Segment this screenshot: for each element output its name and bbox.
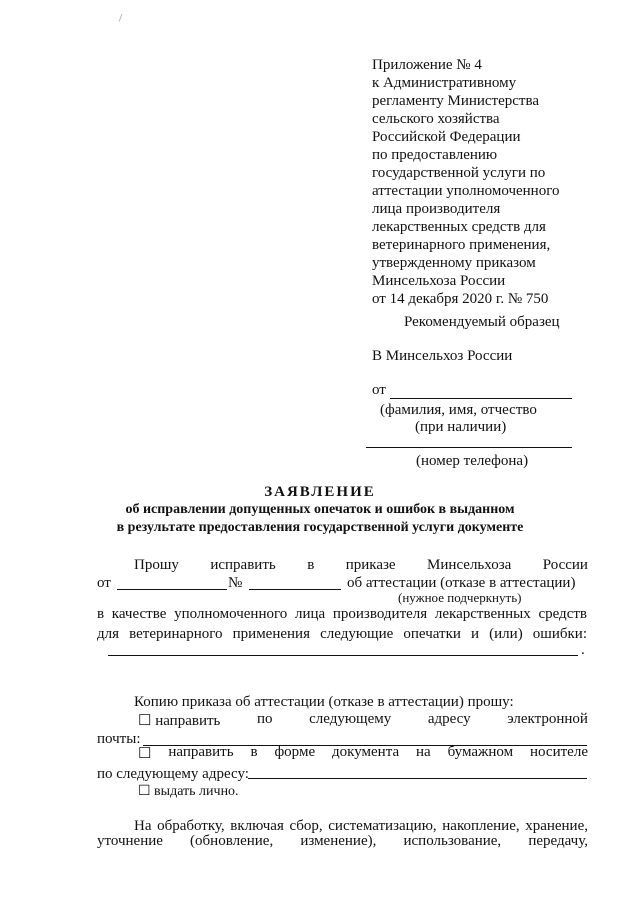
consent-line-1: На обработку, включая сбор, систематизацию, накопление, хранение, [134, 818, 588, 834]
scan-mark [119, 14, 124, 22]
appendix-line: Приложение № 4 [372, 57, 482, 73]
number-sign: № [228, 575, 243, 591]
consent-line-2 [97, 833, 588, 850]
email-label: почты: [97, 731, 141, 747]
option-in-person[interactable]: ☐ выдать лично. [138, 784, 239, 799]
word: Минсельхоза [427, 557, 512, 573]
appendix-line: сельского хозяйства [372, 111, 500, 127]
word: (обновление, [190, 833, 274, 849]
document-title: ЗАЯВЛЕНИЕ [264, 484, 376, 500]
from-label: от [372, 382, 386, 398]
option-email[interactable] [138, 711, 588, 730]
underline-hint: (нужное подчеркнуть) [398, 590, 522, 605]
address-line[interactable] [248, 778, 587, 779]
word: ☐ [138, 746, 152, 762]
word: использование, [403, 833, 502, 849]
paragraph-line-2: для ветеринарного применения следующие опечатки и (или) ошибки: [97, 626, 587, 642]
copy-request: Копию приказа об аттестации (отказе в аттестации) прошу: [134, 694, 514, 710]
word: по [256, 711, 273, 727]
appendix-line: от 14 декабря 2020 г. № 750 [372, 291, 549, 307]
appendix-line: к Административному [372, 75, 517, 91]
word: уточнение [97, 833, 163, 849]
appendix-line: лица производителя [372, 201, 501, 217]
word: направить [168, 744, 234, 760]
address-label: по следующему адресу: [97, 766, 249, 782]
fio-caption-2: (при наличии) [415, 419, 507, 435]
fio-caption: (фамилия, имя, отчество [380, 402, 537, 418]
word: приказе [345, 557, 396, 573]
word: документа [332, 744, 400, 760]
appendix-line: утвержденному приказом [372, 255, 536, 271]
addressee-to: В Минсельхоз России [372, 348, 513, 364]
paragraph-line-1: в качестве уполномоченного лица производителя лекарственных средств [97, 606, 587, 622]
word: передачу, [528, 833, 588, 849]
phone-caption: (номер телефона) [416, 453, 529, 469]
phone-line[interactable] [366, 447, 572, 448]
word: Прошу [134, 557, 179, 573]
appendix-line: Российской Федерации [372, 129, 521, 145]
word: ☐ направить [138, 713, 221, 729]
document-subtitle-2: в результате предоставления государственной услуги документе [116, 520, 524, 535]
word: адресу [427, 711, 471, 727]
word: исправить [210, 557, 276, 573]
from-name-line[interactable] [390, 398, 572, 399]
errors-period: . [581, 642, 585, 658]
appendix-line: ветеринарного применения, [372, 237, 551, 253]
word: России [542, 557, 588, 573]
appendix-line: аттестации уполномоченного [372, 183, 560, 199]
order-number-line[interactable] [249, 589, 341, 590]
appendix-line: лекарственных средств для [372, 219, 546, 235]
word: электронной [507, 711, 588, 727]
option-paper[interactable] [138, 744, 588, 763]
attestation-text: об аттестации (отказе в аттестации) [347, 575, 576, 591]
errors-line[interactable] [108, 655, 578, 656]
word: носителе [530, 744, 588, 760]
order-date-line[interactable] [117, 589, 227, 590]
document-subtitle-1: об исправлении допущенных опечаток и ошибок в выданном [125, 502, 515, 517]
word: на [416, 744, 431, 760]
recommended-sample: Рекомендуемый образец [404, 314, 560, 330]
appendix-header [372, 56, 560, 308]
date-label: от [97, 575, 111, 591]
word: форме [274, 744, 316, 760]
request-line [134, 557, 588, 574]
appendix-line: Минсельхоза России [372, 273, 506, 289]
appendix-line: государственной услуги по [372, 165, 546, 181]
word: в [250, 744, 258, 760]
word: изменение), [300, 833, 377, 849]
appendix-line: регламенту Министерства [372, 93, 540, 109]
word: в [307, 557, 315, 573]
word: следующему [309, 711, 392, 727]
word: бумажном [447, 744, 514, 760]
appendix-line: по предоставлению [372, 147, 498, 163]
